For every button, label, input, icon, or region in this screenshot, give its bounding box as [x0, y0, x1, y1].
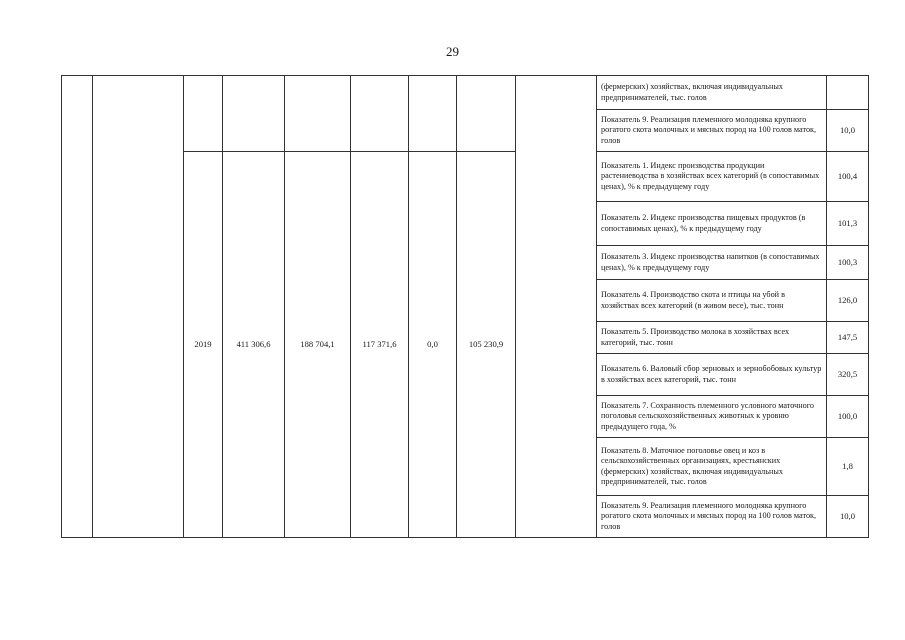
indicator-text: Показатель 7. Сохранность племенного условного маточного поголовья сельскохозяйственных животных к уровню предыдущего года, % [597, 396, 827, 438]
funding-value-cell: 0,0 [409, 152, 457, 538]
page-number: 29 [446, 44, 459, 59]
empty-cell [184, 76, 223, 152]
indicator-text: Показатель 2. Индекс производства пищевых продуктов (в сопоставимых ценах), % к предыдущему году [597, 202, 827, 246]
indicator-value: 100,3 [827, 246, 869, 280]
responsible-cell [516, 76, 597, 538]
indicator-text: (фермерских) хозяйствах, включая индивидуальных предпринимателей, тыс. голов [597, 76, 827, 110]
indicator-value: 10,0 [827, 110, 869, 152]
indicator-value: 100,0 [827, 396, 869, 438]
indicator-value: 1,8 [827, 438, 869, 496]
row-number-cell [62, 76, 93, 538]
indicator-text: Показатель 9. Реализация племенного молодняка крупного рогатого скота молочных и мясных пород на 100 голов маток, голов [597, 496, 827, 538]
indicator-value: 126,0 [827, 280, 869, 322]
program-table [61, 75, 869, 538]
program-name-cell [93, 76, 184, 538]
indicator-text: Показатель 5. Производство молока в хозяйствах всех категорий, тыс. тонн [597, 322, 827, 354]
year-cell: 2019 [184, 152, 223, 538]
empty-cell [351, 76, 409, 152]
indicator-value: 101,3 [827, 202, 869, 246]
funding-value-cell: 117 371,6 [351, 152, 409, 538]
indicator-text: Показатель 3. Индекс производства напитков (в сопоставимых ценах), % к предыдущему году [597, 246, 827, 280]
funding-value-cell: 105 230,9 [457, 152, 516, 538]
indicator-value [827, 76, 869, 110]
table-row [62, 152, 869, 202]
table-row [62, 76, 869, 110]
empty-cell [457, 76, 516, 152]
funding-value-cell: 411 306,6 [223, 152, 285, 538]
funding-value-cell: 188 704,1 [285, 152, 351, 538]
indicator-text: Показатель 8. Маточное поголовье овец и коз в сельскохозяйственных организациях, крестьянских (фермерских) хозяйствах, включая индивидуальных предпринимателей, тыс. голов [597, 438, 827, 496]
indicator-value: 320,5 [827, 354, 869, 396]
empty-cell [223, 76, 285, 152]
indicator-text: Показатель 4. Производство скота и птицы на убой в хозяйствах всех категорий (в живом весе), тыс. тонн [597, 280, 827, 322]
indicator-value: 10,0 [827, 496, 869, 538]
indicator-value: 147,5 [827, 322, 869, 354]
indicator-text: Показатель 9. Реализация племенного молодняка крупного рогатого скота молочных и мясных пород на 100 голов маток, голов [597, 110, 827, 152]
indicator-text: Показатель 1. Индекс производства продукции растениеводства в хозяйствах всех категорий (в сопоставимых ценах), % к предыдущему году [597, 152, 827, 202]
empty-cell [409, 76, 457, 152]
indicator-value: 100,4 [827, 152, 869, 202]
indicator-text: Показатель 6. Валовый сбор зерновых и зернобобовых культур в хозяйствах всех категорий, тыс. тонн [597, 354, 827, 396]
empty-cell [285, 76, 351, 152]
